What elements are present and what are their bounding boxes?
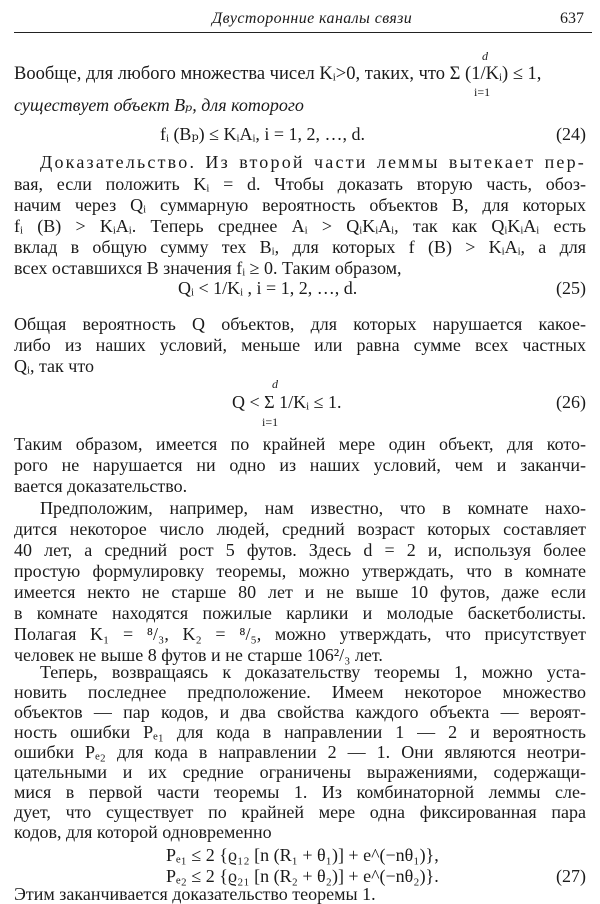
conclusion-line-3: вается доказательство.: [14, 476, 188, 496]
equation-number-26: (26): [556, 392, 586, 412]
theorem-line-4: ность ошибки Pₑ₁ для кода в направлении 1 — 2 и вероятность: [14, 722, 586, 742]
theorem-line-6: цательными и их средние ограничены выражениями, содержащи-: [14, 762, 586, 782]
proof-line-3: начим через Qᵢ суммарную вероятность объектов B, для которых: [14, 195, 586, 215]
running-title: Двусторонние каналы связи: [212, 10, 413, 27]
example-line-3: 40 лет, а средний рост 5 футов. Здесь d = 2 и, используя более: [14, 540, 586, 560]
proof-line-2: вая, если положить Kᵢ = d. Чтобы доказать вторую часть, обоз-: [14, 174, 586, 194]
equation-26: Q < Σ 1/Kᵢ ≤ 1.: [232, 392, 342, 412]
equation-number-27: (27): [556, 866, 586, 886]
theorem-line-7: мися в первой части теоремы 1. Из комбинаторной леммы сле-: [14, 782, 586, 802]
theorem-line-8: дует, что существует по крайней мере одна фиксированная пара: [14, 802, 586, 822]
equation-25: Qᵢ < 1/Kᵢ , i = 1, 2, …, d.: [178, 278, 358, 298]
equation-27-line-2: Pₑ₂ ≤ 2 {ϱ₂₁ [n (R₂ + θ₂)] + e^(−nθ₂)}.: [166, 866, 439, 886]
example-line-4: простую формулировку теоремы, можно утверждать, что в комнате: [14, 561, 586, 581]
equation-number-25: (25): [556, 278, 586, 298]
example-line-7: Полагая K₁ = ⁸/₃, K₂ = ⁸/₅, можно утверждать, что присутствует: [14, 624, 586, 644]
running-header: [14, 6, 592, 33]
proof-line-1: [40, 152, 586, 172]
proof-line-5: вклад в общую сумму тех Bᵢ, для которых f (B) > KᵢAᵢ, а для: [14, 237, 586, 257]
paragraph-line-1: Общая вероятность Q объектов, для которых нарушается какое-: [14, 314, 586, 334]
sum-lower-limit-26: i=1: [262, 415, 279, 429]
lemma-statement-text: Вообще, для любого множества чисел Kᵢ>0, таких, что Σ (1/Kᵢ) ≤ 1,: [14, 64, 542, 84]
example-line-1: Предположим, например, нам известно, что в комнате нахо-: [40, 498, 586, 518]
example-line-6: в комнате находятся пожилые карлики и молодые баскетболисты.: [14, 603, 586, 623]
theorem-line-2: новить последнее предположение. Имеем некоторое множество: [14, 682, 586, 702]
theorem-line-1: Теперь, возвращаясь к доказательству теоремы 1, можно уста-: [40, 662, 586, 682]
theorem-line-3: объектов — пар кодов, и два свойства каждого объекта — вероят-: [14, 702, 586, 722]
proof-text: Доказательство. Из второй части леммы вытекает пер-: [40, 152, 586, 172]
theorem-line-5: ошибки Pₑ₂ для кода в направлении 2 — 1. Они являются неотри-: [14, 742, 586, 762]
equation-27-line-1: Pₑ₁ ≤ 2 {ϱ₁₂ [n (R₁ + θ₁)] + e^(−nθ₁)},: [166, 845, 439, 865]
lemma-statement-line-2: существует объект Bₚ, для которого: [14, 95, 304, 115]
equation-24: fᵢ (Bₚ) ≤ KᵢAᵢ, i = 1, 2, …, d.: [160, 124, 366, 144]
conclusion-line-2: рого не нарушается ни одно из наших условий, чем и заканчи-: [14, 455, 586, 475]
sum-upper-limit: d: [482, 49, 488, 63]
example-line-5: имеется некто не старше 80 лет и не выше 10 футов, даже если: [14, 582, 586, 602]
final-line: Этим заканчивается доказательство теоремы 1.: [14, 884, 376, 904]
conclusion-line-1: Таким образом, имеется по крайней мере один объект, для кото-: [14, 434, 586, 454]
lemma-statement-line-1: [14, 64, 541, 84]
proof-line-4: fᵢ (B) > KᵢAᵢ. Теперь среднее Aᵢ > QᵢKᵢAᵢ, так как QᵢKᵢAᵢ есть: [14, 216, 586, 236]
example-line-8: человек не выше 8 футов и не старше 106²/₃ лет.: [14, 645, 383, 665]
sum-upper-limit-26: d: [272, 377, 278, 391]
proof-line-6: всех оставшихся B значения fᵢ ≥ 0. Таким образом,: [14, 258, 402, 278]
example-line-2: дится некоторое число людей, средний возраст которых составляет: [14, 519, 586, 539]
page-number: 637: [560, 10, 584, 27]
theorem-line-9: кодов, для которой одновременно: [14, 822, 272, 842]
equation-number-24: (24): [556, 124, 586, 144]
sum-lower-limit: i=1: [474, 85, 491, 99]
paragraph-line-3: Qᵢ, так что: [14, 356, 94, 376]
paragraph-line-2: либо из наших условий, меньше или равна сумме всех частных: [14, 335, 586, 355]
